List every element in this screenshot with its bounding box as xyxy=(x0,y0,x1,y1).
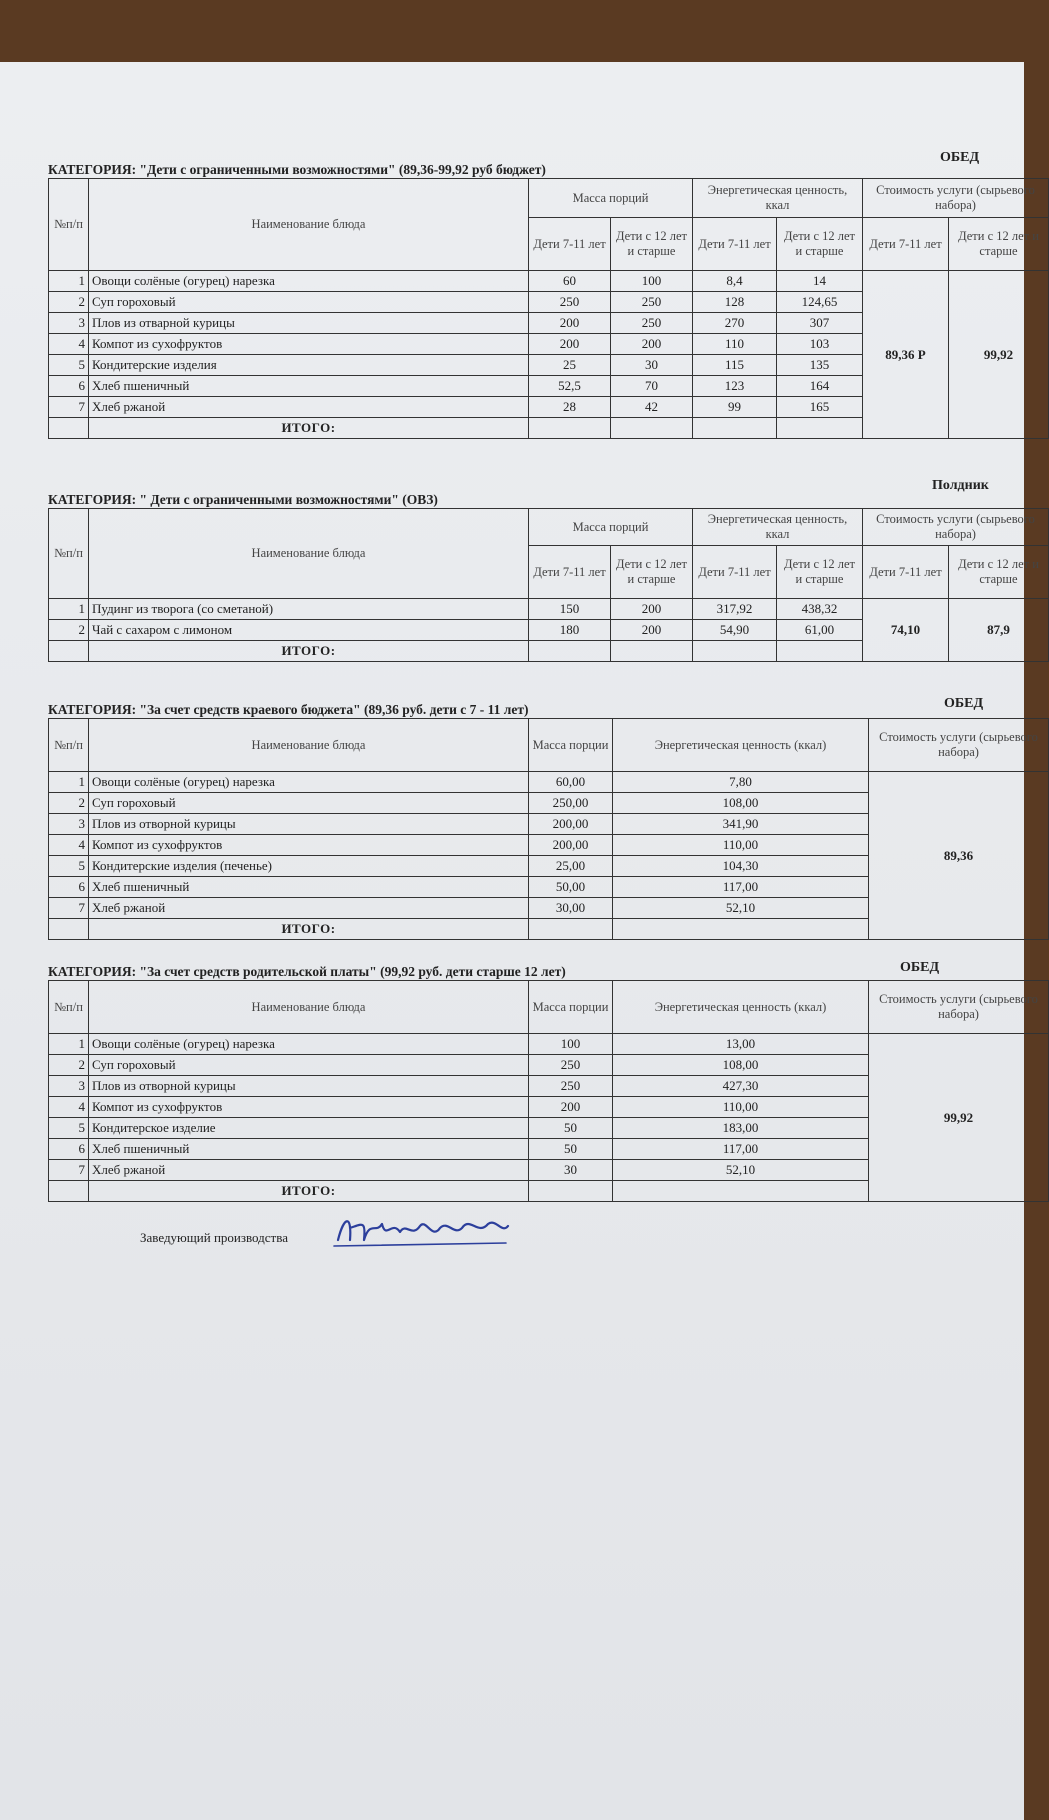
table-row: 1 Овощи солёные (огурец) нарезка 60,00 7,80 89,36 xyxy=(49,772,1049,793)
header-num: №п/п xyxy=(49,179,89,271)
header-age-7-11: Дети 7-11 лет xyxy=(693,218,777,271)
header-energy: Энергетическая ценность, ккал xyxy=(693,509,863,546)
table-row: 1 Овощи солёные (огурец) нарезка 100 13,00 99,92 xyxy=(49,1034,1049,1055)
table-row: 1 Пудинг из творога (со сметаной) 150 200 317,92 438,32 74,10 87,9 xyxy=(49,599,1049,620)
header-age-7-11: Дети 7-11 лет xyxy=(863,218,949,271)
header-mass: Масса порции xyxy=(529,719,613,772)
header-age-12-plus: Дети с 12 лет и старше xyxy=(611,546,693,599)
meal-label: ОБЕД xyxy=(944,696,984,711)
header-name: Наименование блюда xyxy=(89,509,529,599)
total-label: ИТОГО: xyxy=(89,1181,529,1202)
header-name: Наименование блюда xyxy=(89,179,529,271)
table-row: 5 Кондитерские изделия (печенье) 25,00 104,30 xyxy=(49,856,1049,877)
header-cost: Стоимость услуги (сырьевого набора) xyxy=(869,719,1049,772)
handwritten-signature xyxy=(330,1210,560,1255)
table-row: 6 Хлеб пшеничный 50,00 117,00 xyxy=(49,877,1049,898)
header-age-12-plus: Дети с 12 лет и старше xyxy=(949,218,1049,271)
table-row: 2 Суп гороховый 250 108,00 xyxy=(49,1055,1049,1076)
header-age-12-plus: Дети с 12 лет и старше xyxy=(611,218,693,271)
header-age-7-11: Дети 7-11 лет xyxy=(529,218,611,271)
meal-label: Полдник xyxy=(932,478,989,493)
header-cost: Стоимость услуги (сырьевого набора) xyxy=(863,509,1049,546)
category-title: КАТЕГОРИЯ: " Дети с ограниченными возможностями" (ОВЗ) xyxy=(48,492,438,507)
header-mass: Масса порции xyxy=(529,981,613,1034)
table-row: 4 Компот из сухофруктов 200,00 110,00 xyxy=(49,835,1049,856)
header-age-7-11: Дети 7-11 лет xyxy=(693,546,777,599)
menu-table xyxy=(48,980,1049,1202)
header-num: №п/п xyxy=(49,981,89,1034)
header-num: №п/п xyxy=(49,719,89,772)
header-mass: Масса порций xyxy=(529,179,693,218)
cost-value: 99,92 xyxy=(869,1034,1049,1202)
table-row: 3 Плов из отворной курицы 200,00 341,90 xyxy=(49,814,1049,835)
header-age-12-plus: Дети с 12 лет и старше xyxy=(949,546,1049,599)
header-name: Наименование блюда xyxy=(89,981,529,1034)
total-label: ИТОГО: xyxy=(89,641,529,662)
menu-table xyxy=(48,508,1049,662)
table-row: 7 Хлеб ржаной 30 52,10 xyxy=(49,1160,1049,1181)
table-row: 4 Компот из сухофруктов 200 110,00 xyxy=(49,1097,1049,1118)
table-row: 6 Хлеб пшеничный 50 117,00 xyxy=(49,1139,1049,1160)
total-label: ИТОГО: xyxy=(89,418,529,439)
cost-age-12-plus: 99,92 xyxy=(949,271,1049,439)
menu-table xyxy=(48,718,1049,940)
table-row: 2 Суп гороховый 250,00 108,00 xyxy=(49,793,1049,814)
table-row: 4 Компот из сухофруктов 200 200 110 103 xyxy=(49,334,1049,355)
meal-label: ОБЕД xyxy=(900,960,940,975)
cost-value: 89,36 xyxy=(869,772,1049,940)
header-name: Наименование блюда xyxy=(89,719,529,772)
table-row: 2 Суп гороховый 250 250 128 124,65 xyxy=(49,292,1049,313)
table-row: 3 Плов из отворной курицы 250 427,30 xyxy=(49,1076,1049,1097)
header-energy: Энергетическая ценность (ккал) xyxy=(613,719,869,772)
header-mass: Масса порций xyxy=(529,509,693,546)
header-age-12-plus: Дети с 12 лет и старше xyxy=(777,546,863,599)
table-row: 7 Хлеб ржаной 28 42 99 165 xyxy=(49,397,1049,418)
header-num: №п/п xyxy=(49,509,89,599)
table-row: 6 Хлеб пшеничный 52,5 70 123 164 xyxy=(49,376,1049,397)
cost-age-7-11: 89,36 Р xyxy=(863,271,949,439)
table-row: 5 Кондитерское изделие 50 183,00 xyxy=(49,1118,1049,1139)
header-energy: Энергетическая ценность (ккал) xyxy=(613,981,869,1034)
header-cost: Стоимость услуги (сырьевого набора) xyxy=(869,981,1049,1034)
footer-signatory: Заведующий производства xyxy=(140,1230,288,1245)
table-row: 7 Хлеб ржаной 30,00 52,10 xyxy=(49,898,1049,919)
total-label: ИТОГО: xyxy=(89,919,529,940)
header-age-12-plus: Дети с 12 лет и старше xyxy=(777,218,863,271)
header-age-7-11: Дети 7-11 лет xyxy=(863,546,949,599)
category-title: КАТЕГОРИЯ: "За счет средств родительской платы" (99,92 руб. дети старше 12 лет) xyxy=(48,964,566,979)
cost-age-12-plus: 87,9 xyxy=(949,599,1049,662)
table-row: 2 Чай с сахаром с лимоном 180 200 54,90 61,00 xyxy=(49,620,1049,641)
cost-age-7-11: 74,10 xyxy=(863,599,949,662)
header-age-7-11: Дети 7-11 лет xyxy=(529,546,611,599)
meal-label: ОБЕД xyxy=(940,150,980,165)
signature-icon xyxy=(330,1210,560,1250)
category-title: КАТЕГОРИЯ: "Дети с ограниченными возможностями" (89,36-99,92 руб бюджет) xyxy=(48,162,546,177)
menu-table xyxy=(48,178,1049,439)
table-row: 3 Плов из отварной курицы 200 250 270 307 xyxy=(49,313,1049,334)
table-row: 1 Овощи солёные (огурец) нарезка 60 100 8,4 14 89,36 Р 99,92 xyxy=(49,271,1049,292)
document-page xyxy=(0,62,1039,1820)
header-energy: Энергетическая ценность, ккал xyxy=(693,179,863,218)
header-cost: Стоимость услуги (сырьевого набора) xyxy=(863,179,1049,218)
table-row: 5 Кондитерские изделия 25 30 115 135 xyxy=(49,355,1049,376)
category-title: КАТЕГОРИЯ: "За счет средств краевого бюджета" (89,36 руб. дети с 7 - 11 лет) xyxy=(48,702,529,717)
